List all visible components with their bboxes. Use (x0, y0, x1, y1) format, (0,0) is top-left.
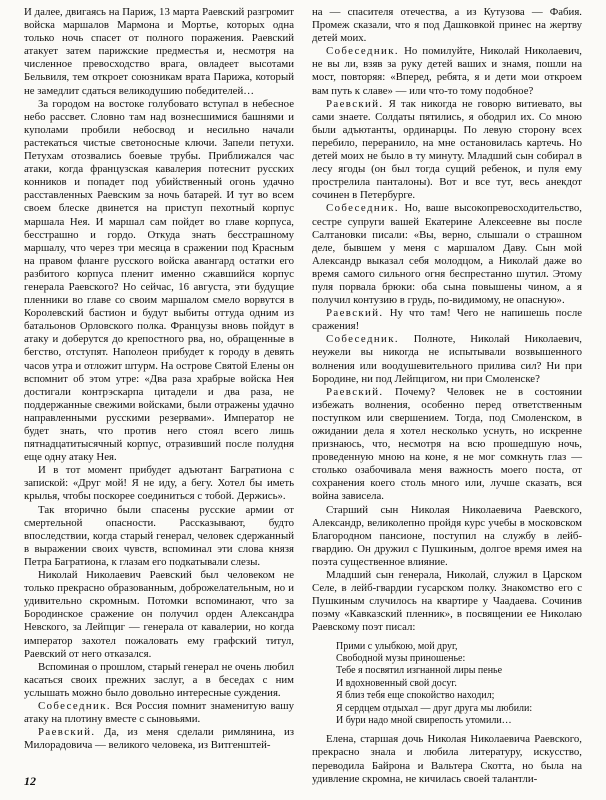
paragraph-text: Ну что там! Чего не напишешь после сражения! (312, 307, 582, 333)
paragraph-text: И далее, двигаясь на Париж, 13 марта Раевский разгромит войска маршалов Мармона и Мортье, которых одна только ночь спасет от полного поражения. Раевский атакует затем парижские предместья и, несмотря на численное превосходство врага, овладеет высотами Бельвиля, тем откроет союзникам врата Парижа, который не замедлит сдаться великодушию победителей… (24, 6, 294, 97)
paragraph (24, 700, 294, 726)
paragraph (24, 726, 294, 752)
speaker-name: Раевский. (38, 726, 96, 739)
speaker-name: Собеседник. (326, 333, 399, 346)
paragraph (24, 569, 294, 661)
speaker-name: Собеседник. (326, 45, 399, 58)
poem-line: Прими с улыбкою, мой друг, (336, 640, 458, 652)
poem-stanza (336, 641, 582, 728)
paragraph (24, 504, 294, 569)
speaker-name: Раевский. (326, 97, 384, 110)
paragraph (312, 333, 582, 385)
page-number: 12 (24, 774, 36, 788)
speaker-name: Собеседник. (326, 202, 399, 215)
right-column (312, 6, 582, 786)
paragraph-text: Старший сын Николая Николаевича Раевского, Александр, великолепно пройдя курс учебы в московском Благородном пансионе, поступил на службу в лейб-гвардию. Он дружил с Пушкиным, долгое время имея на поэта существенное влияние. (312, 503, 582, 568)
right-column-top (312, 6, 582, 635)
poem-line: Тебе я посвятил изгнанной лиры пенье (336, 665, 503, 677)
paragraph-text: на — спасителя отечества, а из Кутузова — Фабия. Промеж сказали, что я под Дашковкой принес на жертву детей моих. (312, 6, 582, 45)
paragraph-text: Я так никогда не говорю витиевато, вы сами знаете. Солдаты пятились, я ободрил их. Со мною были адъютанты, ординарцы. По левую сторону всех перебило, переранило, на мне остановилась картечь. Но детей моих не было в ту минуту. Младший сын собирал в лесу ягоды (он был тогда сущий ребенок, и пуля ему прострелила панталоны). Вот и все тут, весь анекдот сочинен в Петербурге. (312, 97, 582, 202)
paragraph (24, 464, 294, 503)
paragraph (312, 307, 582, 333)
paragraph (312, 45, 582, 97)
paragraph-text: Полноте, Николай Николаевич, неужели вы никогда не испытывали возвышенного волнения или воодушевительного прилива сил? Ни при Бородине, ни под Лейпцигом, ни при Смоленске? (312, 333, 582, 385)
paragraph (24, 661, 294, 700)
paragraph (312, 504, 582, 569)
paragraph-text: И в тот момент прибудет адъютант Багратиона с запиской: «Друг мой! Я не иду, а бегу. Хотел бы иметь крылья, чтобы поскорее соединиться с тобой. Держись». (24, 464, 294, 503)
speaker-name: Раевский. (326, 385, 384, 398)
paragraph-text: Вся Россия помнит знаменитую вашу атаку на плотину вместе с сыновьями. (24, 699, 294, 726)
paragraph (24, 98, 294, 465)
paragraph-text: Так вторично были спасены русские армии от смертельной опасности. Рассказывают, будто впоследствии, когда старый генерал, человек сдержанный в выражении своих чувств, вспоминал эти слова князя Петра Багратиона, к глазам его подкатывали слезы. (24, 503, 294, 568)
paragraph (312, 569, 582, 634)
paragraph-text: Но помилуйте, Николай Николаевич, не вы ли, взяв за руку детей ваших и знамя, пошли на мост, повторяя: «Вперед, ребята, я и дети мои откроем вам путь к славе» — или что-то тому подобное? (312, 45, 582, 97)
paragraph (312, 733, 582, 785)
paragraph-text: Вспоминая о прошлом, старый генерал не очень любил касаться своих прежних заслуг, а в беседах с ним услышать можно было довольно интересные суждения. (24, 660, 294, 699)
paragraph-text: Почему? Человек не в состоянии избежать волнения, особенно перед ответственным поступком или свершением. Тогда, под Смоленском, в ожидании дела я хотел несколько уснуть, но искренне признаюсь, что, несмотря на всю прошедшую ночь, проведенную мною на коне, я не мог сомкнуть глаз — столько озабочивала меня важность моего поста, от сохранения коего столь много или, лучше сказать, вся война зависела. (312, 385, 582, 503)
paragraph-text: Елена, старшая дочь Николая Николаевича Раевского, прекрасно знала и любила литературу, искусство, переводила Байрона и Вальтера Скотта, но была на удивление скромна, не кичилась своей талантли- (312, 733, 582, 785)
left-column (24, 6, 294, 752)
paragraph-text: Но, ваше высокопревосходительство, сестре супруги вашей Екатерине Алексеевне вы после Салтановки писали: «Вы, верно, слышали о страшном деле, бывшем у меня с маршалом Даву. Сын мой Александр выказал себя молодцом, а Николай даже во время самого сильного огня беспрестанно шутил. Этому пуля порвала брюки: оба сына повышены чином, а я получил контузию в грудь, по-видимому, не опасную». (312, 202, 582, 307)
paragraph (312, 386, 582, 504)
paragraph-text: Да, из меня сделали римлянина, из Милорадовича — великого человека, из Витгенштей- (24, 726, 294, 752)
paragraph-text: Николай Николаевич Раевский был человеком не только прекрасно образованным, доброжелательным, но и удивительно скромным. Потомки вспоминают, что за Бородинское сражение он получил орден Александра Невского, за Лейпциг — генерала от кавалерии, но когда император захотел пожаловать ему графский титул, Раевский от него отказался. (24, 569, 294, 660)
poem-line: И бури надо мной свирепость утомили… (336, 714, 512, 726)
poem-line: Я сердцем отдыхал — друг друга мы любили: (336, 702, 533, 714)
paragraph (312, 98, 582, 203)
poem-line: Я близ тебя еще спокойство находил; (336, 690, 495, 702)
poem-line: Свободной музы приношенье: (336, 652, 466, 664)
speaker-name: Собеседник. (38, 699, 111, 712)
paragraph (312, 6, 582, 45)
paragraph-text: За городом на востоке голубовато вступал в небесное небо рассвет. Словно там над вознесшимися башнями и куполами пробили небосвод и несильно начали растекаться чистые светоносные ключи. Запели петухи. Петухам отозвались боевые трубы. Приближался час атаки, когда французская кавалерия потеснит русских конников и попадет под убийственный огонь удачно расставленных Раевским за ночь батарей. И тут во всем своем блеске двинется на приступ пехотный корпус маршала Нея. И маршал сам пойдет во главе корпуса, бесстрашно и гордо. Откуда знать бесстрашному маршалу, что через три месяца в сражении под Красным на правом фланге русского войска авангард остатки его разбитого корпуса пленит именно сжавшийся корпус генерала Раевского? Но сейчас, 16 августа, эти будущие пленники во главе со своим маршалом смело ворвутся в Королевский бастион и будут выбиты оттуда одним из батальонов Орловского полка. Французы вновь пойдут в атаку и доберутся до крепостного рва, но, обращенные в бегство, отступят. Наполеон прибудет к городу в девять часов утра и отложит штурм. На острове Святой Елены он вспомнит об этом утре: «Два раза храбрые войска Нея достигали контрэскарпа цитадели и два раза, не поддержанные свежими войсками, были отражены удачно направленными русскими резервами». Император не будет знать, что против него стоял всего лишь пятнадцатитысячный корпус, отразивший после полудня еще одну атаку Нея. (24, 97, 294, 464)
right-column-bottom (312, 733, 582, 785)
paragraph (312, 202, 582, 307)
speaker-name: Раевский. (326, 307, 384, 320)
poem-line: И вдохновенный свой досуг. (336, 677, 457, 689)
paragraph-text: Младший сын генерала, Николай, служил в Царском Селе, в лейб-гвардии гусарском полку. Знакомство его с Пушкиным случилось на квартире у Чаадаева. Сочинив поэму «Кавказский пленник», в посвящении ее Николаю Раевскому поэт писал: (312, 569, 582, 634)
paragraph (24, 6, 294, 98)
